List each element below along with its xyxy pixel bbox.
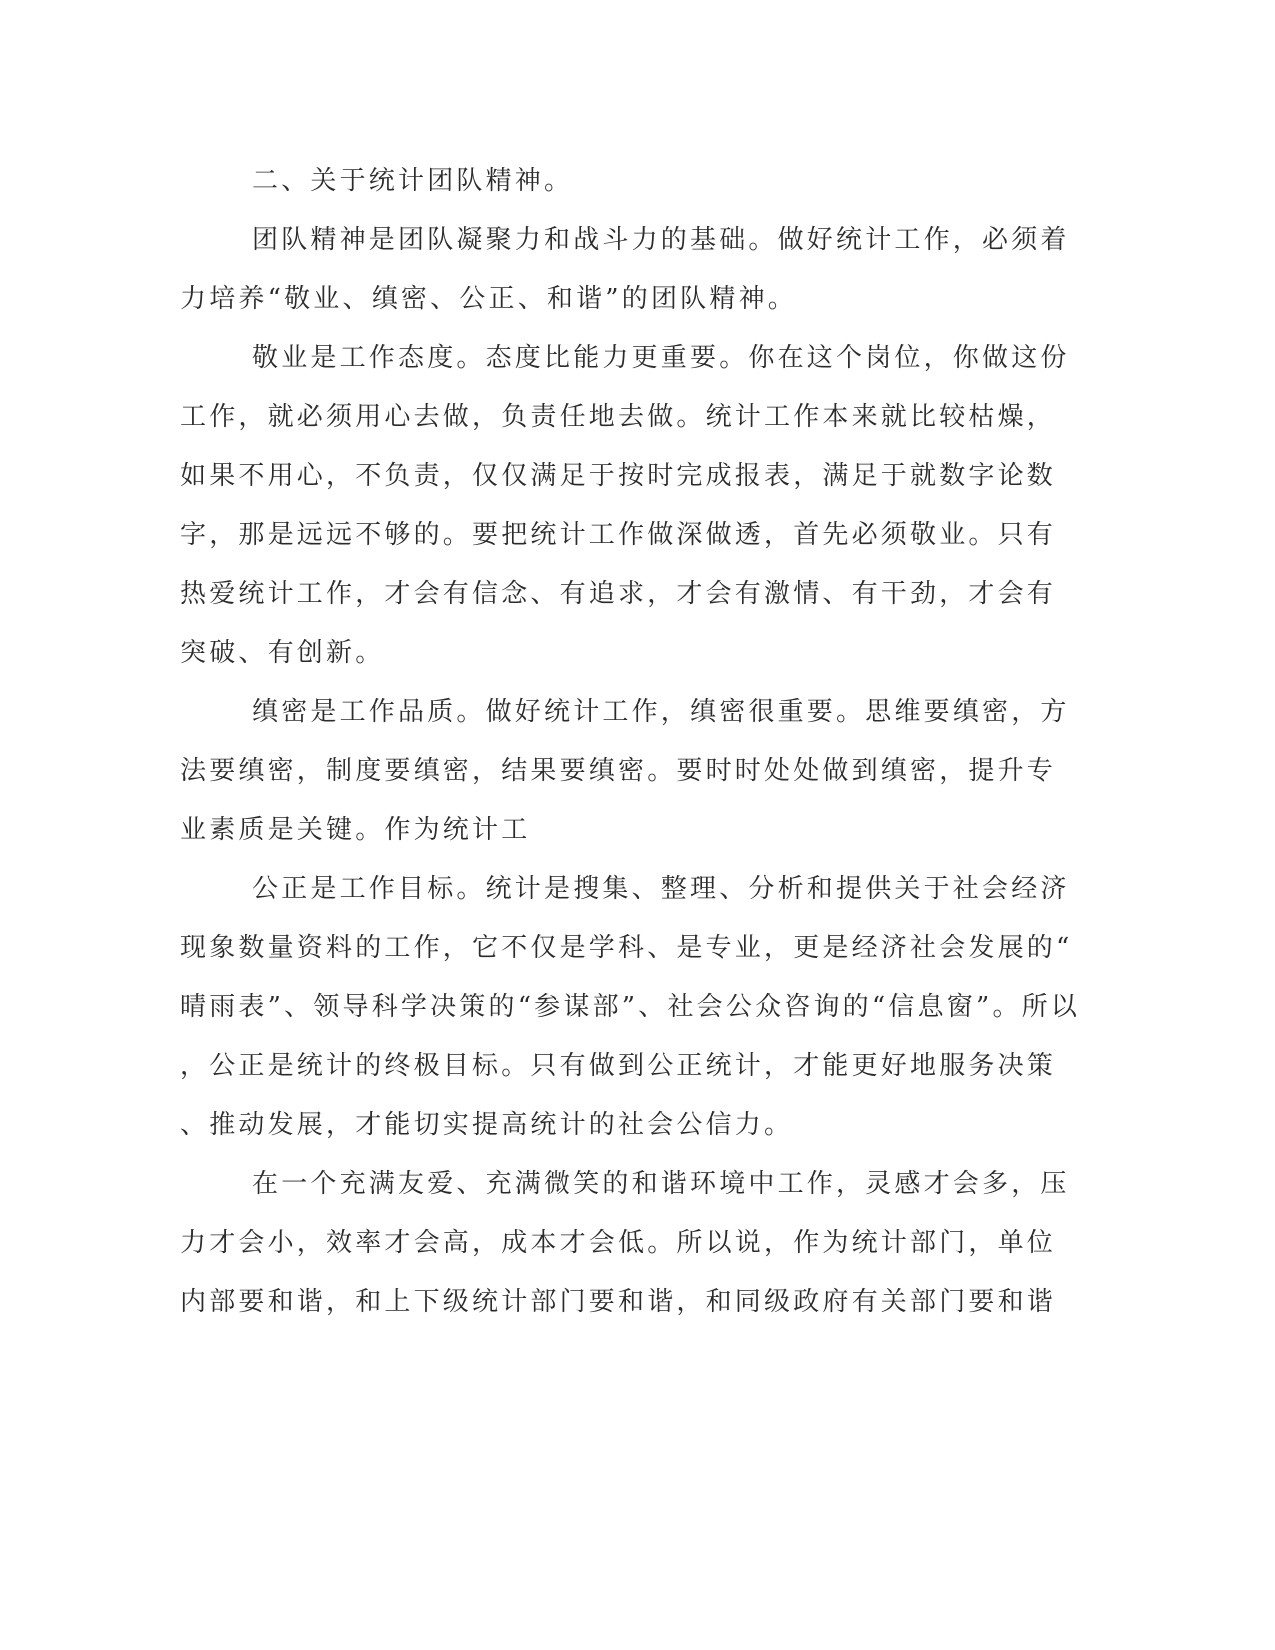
paragraph-line: 如果不用心，不负责，仅仅满足于按时完成报表，满足于就数字论数 (180, 461, 1057, 491)
paragraph-rigor (180, 683, 1070, 860)
paragraph-line: ，公正是统计的终极目标。只有做到公正统计，才能更好地服务决策 (180, 1051, 1057, 1081)
paragraph-team-spirit (180, 211, 1070, 329)
paragraph-line: 现象数量资料的工作，它不仅是学科、是专业，更是经济社会发展的“ (180, 933, 1073, 963)
paragraph-line: 内部要和谐，和上下级统计部门要和谐，和同级政府有关部门要和谐 (180, 1287, 1057, 1317)
paragraph-line: 团队精神是团队凝聚力和战斗力的基础。做好统计工作，必须着 (252, 225, 1070, 255)
paragraph-line: 、推动发展，才能切实提高统计的社会公信力。 (180, 1110, 794, 1140)
paragraph-line: 敬业是工作态度。态度比能力更重要。你在这个岗位，你做这份 (252, 343, 1070, 373)
paragraph-line: 突破、有创新。 (180, 638, 385, 668)
section-heading (180, 152, 1040, 211)
paragraph-line: 在一个充满友爱、充满微笑的和谐环境中工作，灵感才会多，压 (252, 1169, 1070, 1199)
paragraph-line: 工作，就必须用心去做，负责任地去做。统计工作本来就比较枯燥， (180, 402, 1057, 432)
paragraph-dedication (180, 329, 1070, 683)
paragraph-line: 力才会小，效率才会高，成本才会低。所以说，作为统计部门，单位 (180, 1228, 1057, 1258)
paragraph-harmony (180, 1155, 1070, 1332)
paragraph-line: 热爱统计工作，才会有信念、有追求，才会有激情、有干劲，才会有 (180, 579, 1057, 609)
paragraph-line: 法要缜密，制度要缜密，结果要缜密。要时时处处做到缜密，提升专 (180, 756, 1057, 786)
paragraph-line: 业素质是关键。作为统计工 (180, 815, 531, 845)
paragraph-line: 公正是工作目标。统计是搜集、整理、分析和提供关于社会经济 (252, 874, 1070, 904)
document-body (180, 152, 1081, 1332)
paragraph-line: 字，那是远远不够的。要把统计工作做深做透，首先必须敬业。只有 (180, 520, 1057, 550)
heading-line: 二、关于统计团队精神。 (252, 166, 574, 196)
paragraph-line: 缜密是工作品质。做好统计工作，缜密很重要。思维要缜密，方 (252, 697, 1070, 727)
paragraph-fairness (180, 860, 1081, 1155)
paragraph-line: 力培养“敬业、缜密、公正、和谐”的团队精神。 (180, 284, 797, 314)
paragraph-line: 晴雨表”、领导科学决策的“参谋部”、社会公众咨询的“信息窗”。所以 (180, 992, 1081, 1022)
